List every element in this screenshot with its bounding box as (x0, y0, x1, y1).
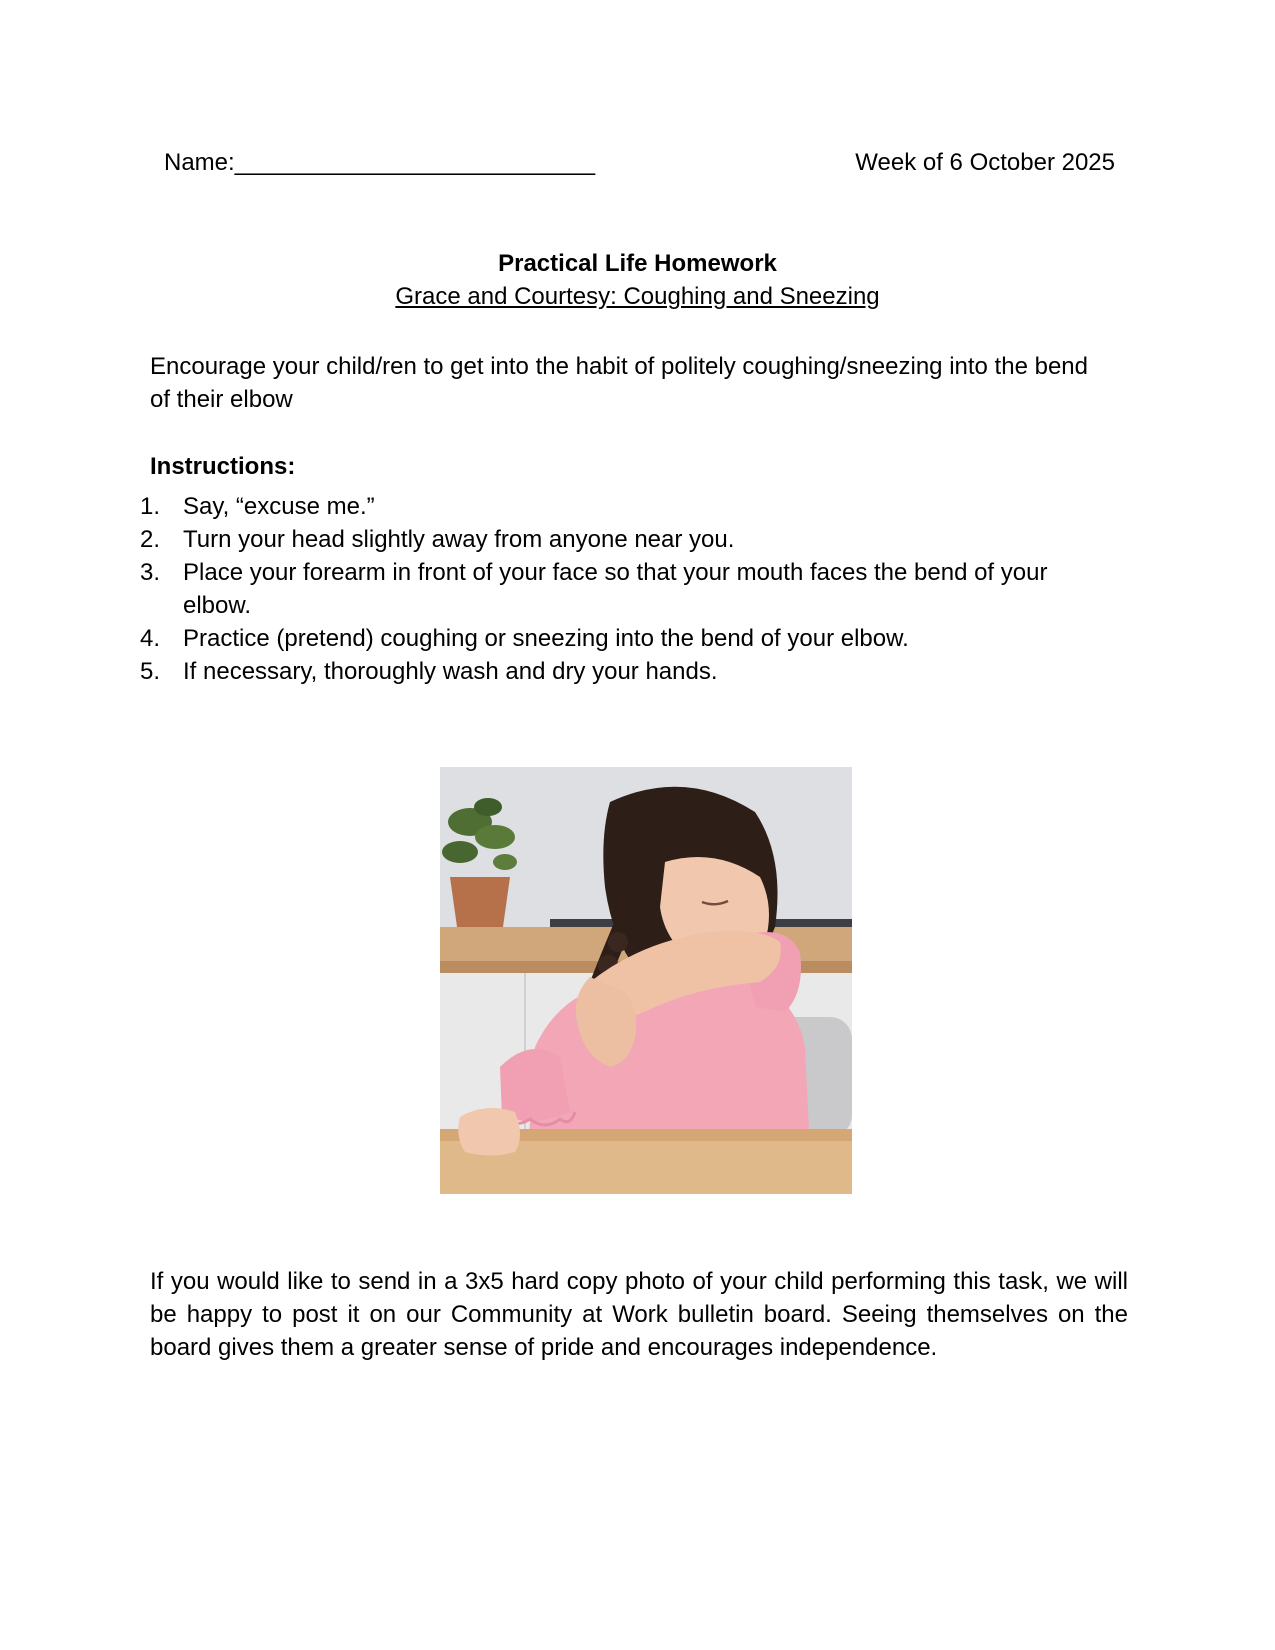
child-coughing-photo (440, 767, 852, 1194)
list-item (140, 622, 1070, 655)
page-subtitle: Grace and Courtesy: Coughing and Sneezing (395, 283, 880, 310)
child-coughing-illustration (440, 767, 852, 1194)
step-number: 2. (140, 526, 161, 553)
page-title: Practical Life Homework (498, 250, 777, 277)
footer-paragraph: If you would like to send in a 3x5 hard copy photo of your child performing this task, we will be happy to post it on our Community at Work bulletin board. Seeing themselves on the board gives them a greater sense of pride and encourages independence. (150, 1268, 1128, 1361)
step-number: 4. (140, 625, 161, 652)
list-item (140, 523, 1070, 556)
step-text: Place your forearm in front of your face so that your mouth faces the bend of your elbow. (183, 559, 1048, 619)
week-date: Week of 6 October 2025 (855, 149, 1115, 176)
instructions-list (140, 490, 1070, 688)
step-text: Say, “excuse me.” (183, 493, 375, 520)
step-text: Practice (pretend) coughing or sneezing into the bend of your elbow. (183, 625, 909, 652)
list-item (140, 655, 1070, 688)
name-blank-line: ___________________________ (234, 149, 596, 176)
intro-paragraph: Encourage your child/ren to get into the habit of politely coughing/sneezing into the bend of their elbow (150, 353, 1088, 413)
step-number: 1. (140, 493, 161, 520)
step-text: Turn your head slightly away from anyone near you. (183, 526, 735, 553)
instructions-heading: Instructions: (150, 453, 296, 480)
list-item (140, 556, 1070, 622)
name-label: Name: (164, 149, 235, 176)
step-number: 3. (140, 559, 161, 586)
step-number: 5. (140, 658, 161, 685)
list-item (140, 490, 1070, 523)
name-field (164, 149, 595, 177)
step-text: If necessary, thoroughly wash and dry your hands. (183, 658, 718, 685)
